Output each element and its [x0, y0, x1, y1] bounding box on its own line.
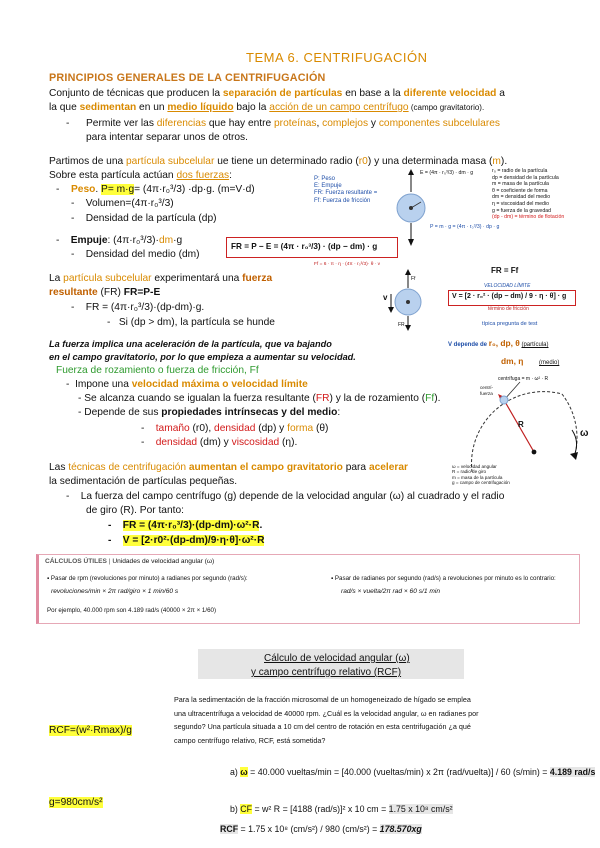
section-heading: PRINCIPIOS GENERALES DE LA CENTRIFUGACIÓN — [49, 72, 326, 84]
intro-bullet-dash: - — [66, 118, 70, 129]
fig3-particle — [500, 396, 508, 404]
rcf-formula: RCF=(w²·Rmax)/g — [49, 725, 132, 736]
fig1-legend-item: E: Empuje — [314, 183, 342, 190]
answer-b: b) CF = w² R = [4188 (rad/s)]² x 10 cm = 1.75 x 10⁸ cm/s² — [230, 804, 453, 814]
italic-line-2: en el campo gravitatorio, por lo que empieza a aumentar su velocidad. — [49, 352, 356, 362]
problem-line: Para la sedimentación de la fracción microsomal de un homogeneizado de hígado se emplea — [174, 695, 471, 704]
fig2-test: típica pregunta de test — [482, 321, 538, 327]
fig2-vel-lim: VELOCIDAD LÍMITE — [484, 283, 531, 289]
depende-line: - Depende de sus propiedades intrínsecas y del medio: — [78, 407, 341, 418]
answer-c: RCF = 1.75 x 10⁸ (cm/s²) / 980 (cm/s²) = 178.570xg — [220, 824, 422, 834]
fig2-v-box-text: V = [2 · r₀² · (dp − dm) / 9 · η · θ] · g — [452, 293, 567, 300]
fig1-top-label: E = (4π · r₀³/3) · dm · g — [420, 170, 474, 176]
calc-box-left-example: Por ejemplo, 40.000 rpm son 4.189 rad/s (40000 × 2π × 1/60) — [47, 607, 217, 614]
fig1-empuje-arrowhead — [408, 169, 414, 175]
problem-line: campo centrífugo relativo, RCF, está sometida? — [174, 735, 326, 745]
calc-box-left-formula: revoluciones/min × 2π rad/giro × 1 min/60 s — [51, 588, 179, 595]
techniques-line-2: la sedimentación de partículas pequeñas. — [49, 476, 238, 487]
fig2-v-arrowhead — [388, 307, 394, 313]
fr-line: - FR = (4π·r₀³/3)·(dp-dm)·g. — [71, 302, 205, 313]
fig1-note: η = viscosidad del medio — [492, 200, 549, 207]
fig3-R-label: R — [518, 420, 524, 429]
alcanza-line: - Se alcanza cuando se igualan la fuerza resultante (FR) y la de rozamiento (Ff). — [78, 393, 441, 404]
fig3-notes — [452, 464, 510, 486]
fig1-fr-box-text: FR = P − E = (4π · r₀³/3) · (dp − dm) · g — [231, 242, 378, 251]
fig3-orbit-right — [562, 394, 577, 450]
rozamiento-line: Fuerza de rozamiento o fuerza de fricción, Ff — [56, 365, 259, 376]
eq-fr: - FR = (4π·r₀³/3)·(dp-dm)·ω²·R. — [108, 520, 263, 531]
fig3-note: ω = velocidad angular — [452, 464, 497, 469]
fig1-note: m = masa de la partícula — [492, 181, 549, 188]
fig1-note: dp = densidad de la partícula — [492, 174, 559, 181]
g-value: g=980cm/s² — [49, 797, 103, 808]
impone-line: - Impone una velocidad máxima o velocidad límite — [66, 379, 308, 390]
fig3-note: m = masa de la partícula — [452, 474, 503, 480]
peso-dash: - — [56, 184, 60, 195]
fig3-centrifuge-label: centrífuga = m · ω² · R — [498, 376, 549, 382]
fig2-ff-arrow-label: Ff — [411, 276, 416, 282]
calc-box-right-formula: rad/s × vuelta/2π rad × 60 s/1 min — [341, 588, 440, 595]
fig2-fr-arrowhead — [405, 325, 411, 331]
intro-line-1: Conjunto de técnicas que producen la separación de partículas en base a la diferente velocidad a — [49, 88, 505, 99]
fig1-note: (dp - dm) = término de flotación — [492, 214, 565, 221]
intro-line-2: la que sedimentan en un medio líquido bajo la acción de un campo centrífugo (campo gravitatorio). — [49, 102, 485, 113]
problem-line: una ultracentrífuga a velocidad de 40000 rpm. ¿Cuál es la velocidad angular, ω en radianes por — [174, 708, 479, 718]
dens-m-line: - Densidad del medio (dm) — [71, 249, 200, 260]
tech-bullet-cont: de giro (R). Por tanto: — [86, 505, 184, 516]
rcf-heading-2: y campo centrífugo relativo (RCF) — [251, 667, 402, 678]
fig1-fr-box — [226, 237, 398, 258]
fig1-note: θ = coeficiente de forma — [492, 187, 548, 194]
peso-line: Peso. P= m·g= (4π·r₀³/3) ·dp·g. (m=V·d) — [71, 184, 255, 195]
problem-line: segundo? Una partícula situada a 10 cm del centro de rotación en esta centrifugación ¿a qué — [174, 722, 471, 731]
fig1-right-label: P = m · g = (4π · r₀³/3) · dp · g — [430, 224, 500, 230]
page-title: TEMA 6. CENTRIFUGACIÓN — [246, 50, 428, 65]
fig2-depends: V depende de r₀, dp, θ (partícula) — [448, 338, 549, 348]
fig2-term: término de fricción — [488, 306, 529, 312]
fig2-ff-label: Ff = 6 · π · η · (4π · r₀³/3)· θ · v — [314, 262, 381, 267]
props-line-2: - densidad (dm) y viscosidad (η). — [141, 437, 298, 448]
si-line: - Si (dp > dm), la partícula se hunde — [107, 317, 275, 328]
fig3-axis — [532, 450, 537, 455]
particle-line-1: Partimos de una partícula subcelular ue tiene un determinado radio (r0) y una determinada masa (m). — [49, 156, 508, 167]
fig2-v-label: v — [383, 293, 388, 302]
dens-p-line: - Densidad de la partícula (dp) — [71, 213, 217, 224]
techniques-line-1: Las técnicas de centrifugación aumentan el campo gravitatorio para acelerar — [49, 462, 409, 473]
fig2-ff-arrowhead — [405, 269, 411, 275]
volumen-line: - Volumen=(4π·r₀³/3) — [71, 198, 174, 209]
fig3-centr-label: centrí- — [480, 385, 494, 390]
fig2-fr-eq-ff: FR = Ff — [491, 266, 519, 275]
fig3-note: R = radio de giro — [452, 469, 487, 475]
intro-bullet-cont: para intentar separar unos de otros. — [86, 132, 248, 143]
rcf-heading-1: Cálculo de velocidad angular (ω) — [264, 653, 410, 664]
fig1-legend-item: FR: Fuerza resultante = — [314, 190, 378, 197]
calc-box-left-text: ▪ Pasar de rpm (revoluciones por minuto) a radianes por segundo (rad/s): — [47, 575, 248, 582]
eq-v: - V = [2·r0²·(dp-dm)/9·η·θ]·ω²·R — [108, 535, 265, 546]
fig2-depends-medio: dm, η (medio) — [501, 356, 560, 366]
fig2-particle-center — [406, 300, 410, 304]
resultant-line-1: La partícula subcelular experimentará una fuerza — [49, 273, 273, 284]
fig2-fr-arrow-label: FR — [398, 322, 405, 328]
fig3-omega-arrowhead — [570, 452, 578, 460]
fig1-note: r₀ = radio de la partícula — [492, 168, 548, 174]
fig1-particle-diagram — [386, 168, 436, 248]
calc-box — [36, 554, 580, 624]
italic-line-1: La fuerza implica una aceleración de la partícula, que va bajando — [49, 339, 332, 349]
calc-box-right-text: ▪ Pasar de radianes por segundo (rad/s) a revoluciones por minuto es lo contrario: — [331, 575, 556, 582]
tech-bullet: - La fuerza del campo centrífugo (g) depende de la velocidad angular (ω) al cuadrado y el radio — [66, 491, 505, 502]
fig3-centr-label: fuerza — [480, 390, 493, 396]
calc-box-title: CÁLCULOS ÚTILES | Unidades de velocidad angular (ω) — [45, 558, 215, 565]
fig1-peso-arrowhead — [408, 239, 414, 246]
particle-line-2: Sobre esta partícula actúan dos fuerzas: — [49, 170, 232, 181]
answer-a: a) ω = 40.000 vueltas/min = [40.000 (vueltas/min) x 2π (rad/vuelta)] / 60 (s/min) = 4.189 rad/s — [230, 767, 596, 777]
empuje-line: - Empuje: (4π·r₀³/3)·dm·g — [56, 235, 183, 246]
resultant-line-2: resultante (FR) FR=P-E — [49, 287, 161, 298]
fig1-note: g = fuerza de la gravedad — [492, 207, 551, 214]
fig1-legend — [314, 176, 377, 205]
props-line-1: - tamaño (r0), densidad (dp) y forma (θ) — [141, 423, 329, 434]
fig3-orbit — [472, 392, 562, 472]
rcf-problem — [174, 693, 478, 747]
fig1-legend-item: P: Peso — [314, 176, 336, 182]
fig1-notes — [492, 168, 564, 221]
fig3-omega-arc — [572, 430, 577, 456]
fig1-note: dm = densidad del medio — [492, 194, 551, 201]
fig2-v-box — [448, 290, 576, 306]
fig1-legend-item: Ff: Fuerza de fricción — [314, 197, 371, 204]
fig3-note: g = campo de centrifugación — [452, 480, 510, 486]
fig3-omega-label: ω — [580, 428, 589, 439]
intro-bullet: Permite ver las diferencias que hay entre proteínas, complejos y componentes subcelulares — [86, 118, 501, 129]
